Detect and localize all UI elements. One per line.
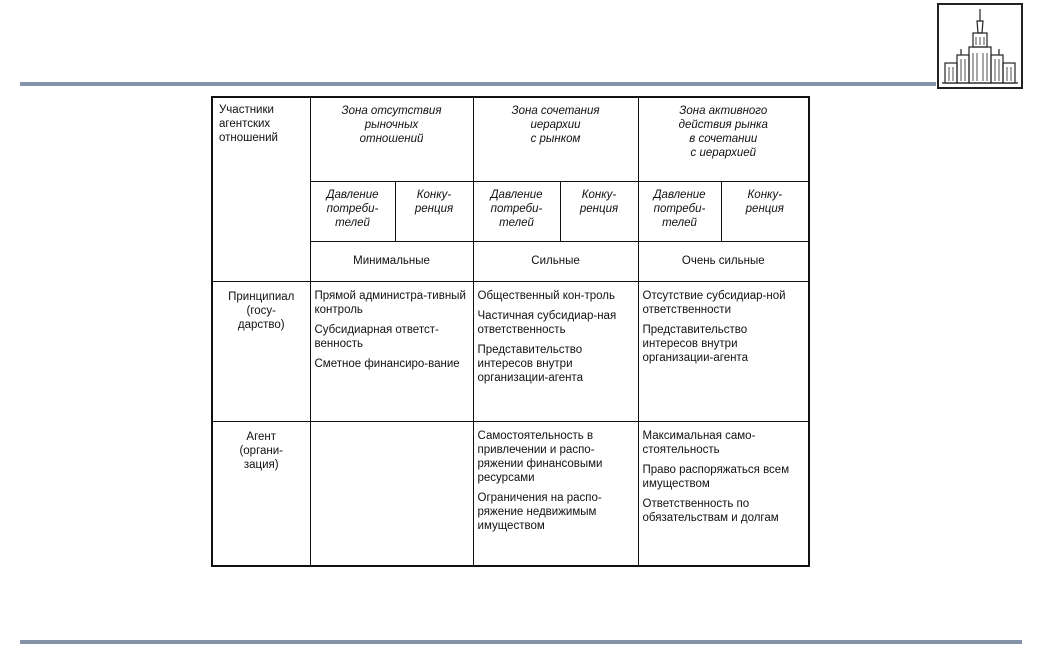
- cell-text: Ограничения на распо-ряжение недвижимым имуществом: [477, 491, 602, 532]
- cell-text: Отсутствие субсидиар-ной ответственности: [642, 289, 786, 316]
- subheader-consumer-pressure: Давление потреби- телей: [473, 181, 560, 241]
- cell-text: Представительство интересов внутри организации-агента: [477, 343, 583, 384]
- top-divider: [20, 82, 936, 86]
- university-building-icon: [937, 3, 1023, 89]
- cell-text: Право распоряжаться всем имуществом: [642, 463, 790, 490]
- zone-header-hierarchy-market: Зона сочетания иерархии с рынком: [473, 97, 638, 181]
- subheader-competition: Конку- ренция: [721, 181, 809, 241]
- cell-text: Ответственность по обязательствам и долгам: [642, 497, 779, 524]
- cell-text: Максимальная само-стоятельность: [642, 429, 756, 456]
- zone-header-active-market: Зона активного действия рынка в сочетании с иерархией: [638, 97, 809, 181]
- corner-header: Участники агентских отношений: [212, 97, 310, 281]
- agency-relations-table: [211, 96, 810, 567]
- cell-principal-zone1: [310, 281, 473, 421]
- cell-principal-zone2: [473, 281, 638, 421]
- cell-text: Представительство интересов внутри организации-агента: [642, 323, 748, 364]
- subheader-consumer-pressure: Давление потреби- телей: [638, 181, 721, 241]
- cell-principal-zone3: [638, 281, 809, 421]
- level-strong: Сильные: [473, 241, 638, 281]
- cell-text: Общественный кон-троль: [477, 289, 615, 302]
- row-label-principal: Принципиал (госу- дарство): [212, 281, 310, 421]
- cell-text: Самостоятельность в привлечении и распо-ряжении финансовыми ресурсами: [477, 429, 603, 484]
- cell-agent-zone3: [638, 421, 809, 566]
- cell-text: Сметное финансиро-вание: [314, 357, 460, 370]
- cell-text: Прямой администра-тивный контроль: [314, 289, 466, 316]
- cell-text: Частичная субсидиар-ная ответственность: [477, 309, 617, 336]
- cell-text: Субсидиарная ответст-венность: [314, 323, 439, 350]
- subheader-competition: Конку- ренция: [395, 181, 473, 241]
- bottom-divider: [20, 640, 1022, 644]
- level-minimal: Минимальные: [310, 241, 473, 281]
- cell-agent-zone1: [310, 421, 473, 566]
- row-label-agent: Агент (органи- зация): [212, 421, 310, 566]
- level-very-strong: Очень сильные: [638, 241, 809, 281]
- subheader-competition: Конку- ренция: [560, 181, 638, 241]
- subheader-consumer-pressure: Давление потреби- телей: [310, 181, 395, 241]
- cell-agent-zone2: [473, 421, 638, 566]
- zone-header-no-market: Зона отсутствия рыночных отношений: [310, 97, 473, 181]
